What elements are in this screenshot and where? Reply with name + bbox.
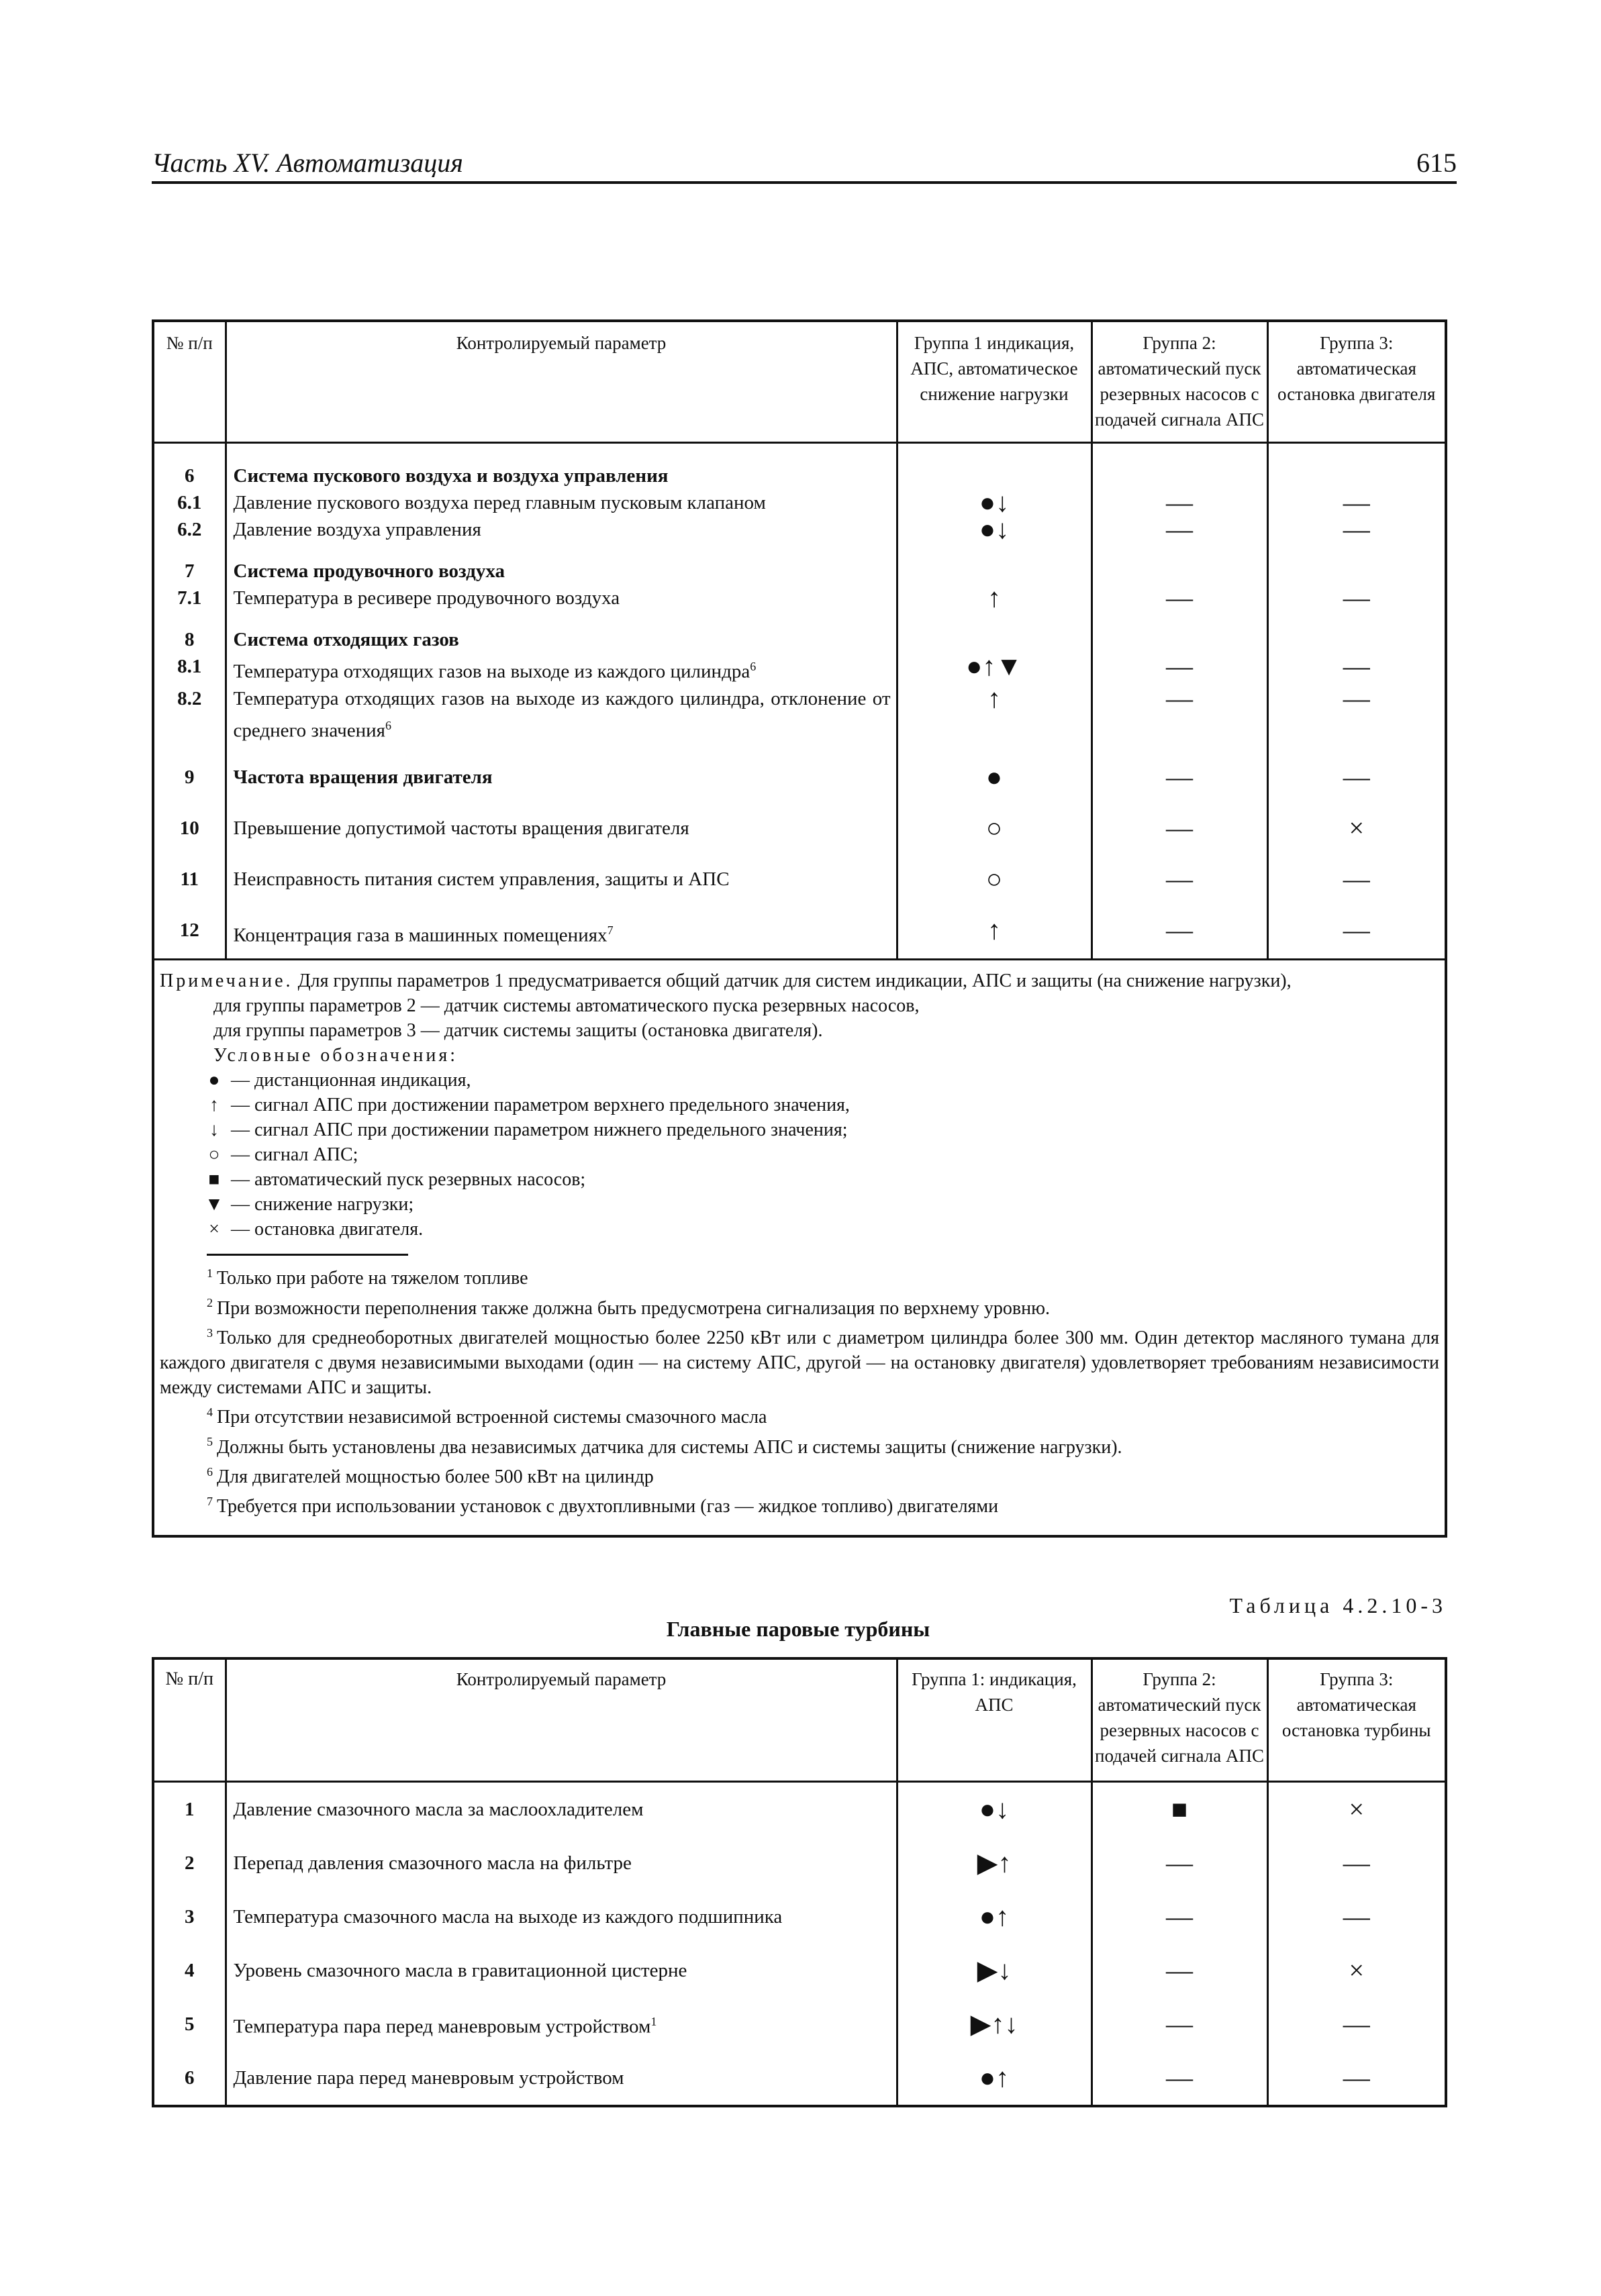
group3-mark: —	[1267, 516, 1446, 543]
legend-symbol: ○	[208, 1144, 220, 1165]
group2-mark	[1091, 611, 1267, 653]
group2-mark	[1091, 543, 1267, 585]
footnote-mark: 5	[207, 1435, 213, 1449]
group1-mark: ↑	[897, 685, 1091, 744]
footnote-divider	[207, 1254, 408, 1256]
row-number: 5	[185, 2013, 195, 2035]
legend-symbol: ■	[208, 1168, 220, 1190]
header-num: № п/п	[153, 1658, 226, 1782]
table-row	[153, 1997, 1446, 2051]
legend-text: — сигнал АПС;	[231, 1144, 358, 1165]
legend-title: Условные обозначения:	[213, 1044, 458, 1066]
group3-mark	[1267, 443, 1446, 490]
group2-mark: —	[1091, 585, 1267, 611]
parameter-text: Система продувочного воздуха	[233, 560, 505, 582]
group2-mark: —	[1091, 1836, 1267, 1890]
group1-mark: ●↑	[897, 2051, 1091, 2106]
legend-text: — сигнал АПС при достижении параметром нижнего предельного значения;	[231, 1119, 848, 1140]
legend-symbol: ↓	[209, 1119, 219, 1140]
group3-mark: —	[1267, 489, 1446, 516]
table-row	[153, 1890, 1446, 1944]
legend-item	[160, 1093, 1439, 1117]
table-row	[153, 1944, 1446, 1997]
row-number: 7	[185, 560, 195, 582]
row-parameter	[226, 685, 897, 744]
row-number: 6.2	[177, 519, 202, 540]
header-group3: Группа 3: автоматическая остановка двигателя	[1267, 321, 1446, 443]
row-number: 12	[179, 919, 199, 942]
parameter-text: Температура отходящих газов на выходе из каждого цилиндра, отклонение от среднего значения	[233, 687, 891, 742]
legend-text: — снижение нагрузки;	[231, 1193, 414, 1215]
header-param: Контролируемый параметр	[226, 1658, 897, 1782]
group3-mark: —	[1267, 653, 1446, 685]
legend-text: — автоматический пуск резервных насосов;	[231, 1168, 586, 1190]
table2-body	[153, 1782, 1446, 2107]
row-parameter	[226, 489, 897, 516]
table-row	[153, 791, 1446, 842]
table-row	[153, 489, 1446, 516]
section-title: Часть XV. Автоматизация	[152, 148, 463, 178]
group1-mark: ↑	[897, 585, 1091, 611]
group1-mark: ●↓	[897, 489, 1091, 516]
table-header-row	[153, 321, 1446, 443]
footnote	[160, 1261, 1439, 1291]
footnote-mark: 2	[207, 1296, 213, 1310]
row-parameter	[226, 653, 897, 685]
row-number: 8.1	[177, 656, 202, 677]
footnote-text: Только для среднеоборотных двигателей мощностью более 2250 кВт или с диаметром цилиндра более 300 мм. Один детектор масляного тумана для каждого двигателя с двумя независимыми выходами (один — на систему АПС, другой — на остановку двигателя) удовлетворяет требованиям независимости между системами АПС и защиты.	[160, 1327, 1439, 1398]
group3-mark: —	[1267, 585, 1446, 611]
table-row	[153, 585, 1446, 611]
row-number: 1	[185, 1799, 195, 1820]
parameter-text: Система отходящих газов	[233, 629, 459, 650]
header-group1: Группа 1 индикация, АПС, автоматическое снижение нагрузки	[897, 321, 1091, 443]
row-number: 2	[185, 1852, 195, 1874]
parameter-text: Система пускового воздуха и воздуха управления	[233, 465, 669, 487]
group3-mark: ×	[1267, 1782, 1446, 1837]
header-group2: Группа 2: автоматический пуск резервных насосов с подачей сигнала АПС	[1091, 1658, 1267, 1782]
row-parameter	[226, 585, 897, 611]
footnote-text: Только при работе на тяжелом топливе	[217, 1268, 528, 1289]
note-paragraph	[160, 968, 1439, 993]
footnote-mark: 6	[207, 1464, 213, 1479]
row-number: 3	[185, 1906, 195, 1928]
header-num: № п/п	[153, 321, 226, 443]
note-line-1: Для группы параметров 1 предусматривается общий датчик для систем индикации, АПС и защиты (на снижение нагрузки),	[297, 970, 1292, 991]
note-line-2: для группы параметров 2 — датчик системы автоматического пуска резервных насосов,	[213, 995, 920, 1016]
legend-symbol: ↑	[209, 1094, 219, 1115]
legend-symbol: ●	[208, 1069, 220, 1091]
row-number: 6	[185, 2067, 195, 2089]
legend-item	[160, 1192, 1439, 1217]
parameter-text: Уровень смазочного масла в гравитационной цистерне	[233, 1960, 687, 1981]
group3-mark: —	[1267, 1836, 1446, 1890]
table-label: Таблица 4.2.10-3	[1229, 1593, 1447, 1617]
group1-mark	[897, 443, 1091, 490]
footnote-text: При возможности переполнения также должна быть предусмотрена сигнализация по верхнему уровню.	[217, 1297, 1051, 1319]
group2-mark: —	[1091, 842, 1267, 893]
row-parameter	[226, 443, 897, 490]
table-row	[153, 2051, 1446, 2106]
engine-parameters-table	[152, 319, 1447, 1538]
group2-mark: —	[1091, 685, 1267, 744]
row-number: 7.1	[177, 587, 202, 609]
footnote-mark: 4	[207, 1405, 213, 1419]
legend-list	[160, 1068, 1439, 1242]
legend-item	[160, 1167, 1439, 1192]
group2-mark: ■	[1091, 1782, 1267, 1837]
row-parameter	[226, 893, 897, 959]
group1-mark: ▶↓	[897, 1944, 1091, 1997]
group3-mark	[1267, 611, 1446, 653]
group3-mark: —	[1267, 1997, 1446, 2051]
group2-mark: —	[1091, 744, 1267, 791]
parameter-text: Температура в ресивере продувочного воздуха	[233, 587, 620, 609]
parameter-text: Давление пускового воздуха перед главным пусковым клапаном	[233, 492, 766, 513]
page-number: 615	[1416, 148, 1457, 178]
group3-mark: —	[1267, 842, 1446, 893]
footnote	[160, 1489, 1439, 1519]
group1-mark	[897, 611, 1091, 653]
group2-mark: —	[1091, 791, 1267, 842]
group1-mark: ↑	[897, 893, 1091, 959]
group3-mark	[1267, 543, 1446, 585]
group2-mark: —	[1091, 1997, 1267, 2051]
footnote-ref: 1	[650, 2015, 657, 2029]
legend-item	[160, 1217, 1439, 1242]
footnote	[160, 1430, 1439, 1459]
footnote-mark: 3	[207, 1326, 213, 1340]
group1-mark	[897, 543, 1091, 585]
footnote	[160, 1400, 1439, 1430]
table-row	[153, 611, 1446, 653]
row-parameter	[226, 1890, 897, 1944]
row-parameter	[226, 1997, 897, 2051]
footnote-text: Требуется при использовании установок с двухтопливными (газ — жидкое топливо) двигателями	[217, 1496, 999, 1517]
row-number: 8.2	[177, 687, 202, 709]
group1-mark: ▶↑	[897, 1836, 1091, 1890]
footnote-mark: 1	[207, 1266, 213, 1280]
legend-item	[160, 1117, 1439, 1142]
row-parameter	[226, 2051, 897, 2106]
footnote	[160, 1321, 1439, 1400]
parameter-text: Давление пара перед маневровым устройством	[233, 2067, 624, 2089]
group2-mark: —	[1091, 893, 1267, 959]
table-row	[153, 1836, 1446, 1890]
group3-mark: ×	[1267, 1944, 1446, 1997]
footnote-mark: 7	[207, 1494, 213, 1508]
parameter-text: Давление смазочного масла за маслоохладителем	[233, 1799, 644, 1820]
group2-mark: —	[1091, 489, 1267, 516]
note-line-3: для группы параметров 3 — датчик системы защиты (остановка двигателя).	[213, 1019, 823, 1041]
parameter-text: Давление воздуха управления	[233, 519, 481, 540]
group1-mark: ▶↑↓	[897, 1997, 1091, 2051]
table-row	[153, 685, 1446, 744]
header-group2: Группа 2: автоматический пуск резервных насосов с подачей сигнала АПС	[1091, 321, 1267, 443]
group2-mark: —	[1091, 1944, 1267, 1997]
steam-turbine-table	[152, 1657, 1447, 2107]
group1-mark: ●↓	[897, 516, 1091, 543]
row-number: 9	[185, 766, 195, 789]
legend-item	[160, 1068, 1439, 1093]
group1-mark: ●	[897, 744, 1091, 791]
parameter-text: Температура пара перед маневровым устройством	[233, 2015, 651, 2038]
parameter-text: Превышение допустимой частоты вращения двигателя	[233, 817, 689, 840]
group1-mark: ●↑	[897, 1890, 1091, 1944]
header-group3: Группа 3: автоматическая остановка турбины	[1267, 1658, 1446, 1782]
table-row	[153, 842, 1446, 893]
group1-mark: ●↓	[897, 1782, 1091, 1837]
row-parameter	[226, 543, 897, 585]
group1-mark: ○	[897, 842, 1091, 893]
group2-mark: —	[1091, 653, 1267, 685]
footnote	[160, 1291, 1439, 1320]
row-parameter	[226, 842, 897, 893]
table-row	[153, 543, 1446, 585]
group1-mark: ●↑▼	[897, 653, 1091, 685]
row-number: 4	[185, 1960, 195, 1981]
legend-text: — дистанционная индикация,	[231, 1069, 471, 1091]
header-group1: Группа 1: индикация, АПС	[897, 1658, 1091, 1782]
table-title: Главные паровые турбины	[666, 1617, 930, 1641]
table-row	[153, 516, 1446, 543]
group3-mark: —	[1267, 744, 1446, 791]
row-parameter	[226, 791, 897, 842]
group3-mark: —	[1267, 893, 1446, 959]
row-number: 8	[185, 629, 195, 650]
row-number: 6	[185, 465, 195, 487]
footnote-ref: 7	[607, 924, 614, 938]
note-label: Примечание.	[160, 970, 293, 991]
table-note	[153, 959, 1446, 1536]
group2-mark: —	[1091, 1890, 1267, 1944]
footnote-text: При отсутствии независимой встроенной системы смазочного масла	[217, 1407, 767, 1428]
legend-text: — остановка двигателя.	[231, 1218, 424, 1240]
parameter-text: Температура отходящих газов на выходе из каждого цилиндра	[233, 660, 750, 683]
table-row	[153, 893, 1446, 959]
header-param: Контролируемый параметр	[226, 321, 897, 443]
parameter-text: Температура смазочного масла на выходе из каждого подшипника	[233, 1906, 783, 1928]
group3-mark: —	[1267, 1890, 1446, 1944]
row-parameter	[226, 744, 897, 791]
group3-mark: —	[1267, 685, 1446, 744]
row-number: 10	[179, 817, 199, 840]
legend-symbol: ▼	[205, 1193, 224, 1215]
row-number: 6.1	[177, 492, 202, 513]
parameter-text: Частота вращения двигателя	[233, 766, 493, 789]
footnote-text: Для двигателей мощностью более 500 кВт на цилиндр	[217, 1466, 654, 1487]
row-parameter	[226, 1782, 897, 1837]
row-parameter	[226, 516, 897, 543]
parameter-text: Перепад давления смазочного масла на фильтре	[233, 1852, 632, 1874]
table-row	[153, 744, 1446, 791]
row-parameter	[226, 1944, 897, 1997]
group1-mark: ○	[897, 791, 1091, 842]
table-row	[153, 443, 1446, 490]
footnote-ref: 6	[750, 660, 757, 673]
group3-mark: ×	[1267, 791, 1446, 842]
parameter-text: Неисправность питания систем управления, защиты и АПС	[233, 868, 730, 891]
table1-body	[153, 443, 1446, 960]
row-parameter	[226, 611, 897, 653]
group2-mark	[1091, 443, 1267, 490]
row-number: 11	[180, 868, 199, 891]
group3-mark: —	[1267, 2051, 1446, 2106]
legend-item	[160, 1142, 1439, 1167]
group2-mark: —	[1091, 516, 1267, 543]
legend-text: — сигнал АПС при достижении параметром верхнего предельного значения,	[231, 1094, 850, 1115]
group2-mark: —	[1091, 2051, 1267, 2106]
legend-symbol: ×	[209, 1218, 220, 1240]
table-row	[153, 1782, 1446, 1837]
footnotes-list	[160, 1261, 1439, 1519]
footnote	[160, 1460, 1439, 1489]
running-head	[152, 146, 1457, 184]
row-parameter	[226, 1836, 897, 1890]
footnote-ref: 6	[385, 718, 391, 732]
table-row	[153, 653, 1446, 685]
parameter-text: Концентрация газа в машинных помещениях	[233, 924, 608, 946]
footnote-text: Должны быть установлены два независимых датчика для системы АПС и системы защиты (снижение нагрузки).	[217, 1436, 1122, 1458]
table-header-row	[153, 1658, 1446, 1782]
